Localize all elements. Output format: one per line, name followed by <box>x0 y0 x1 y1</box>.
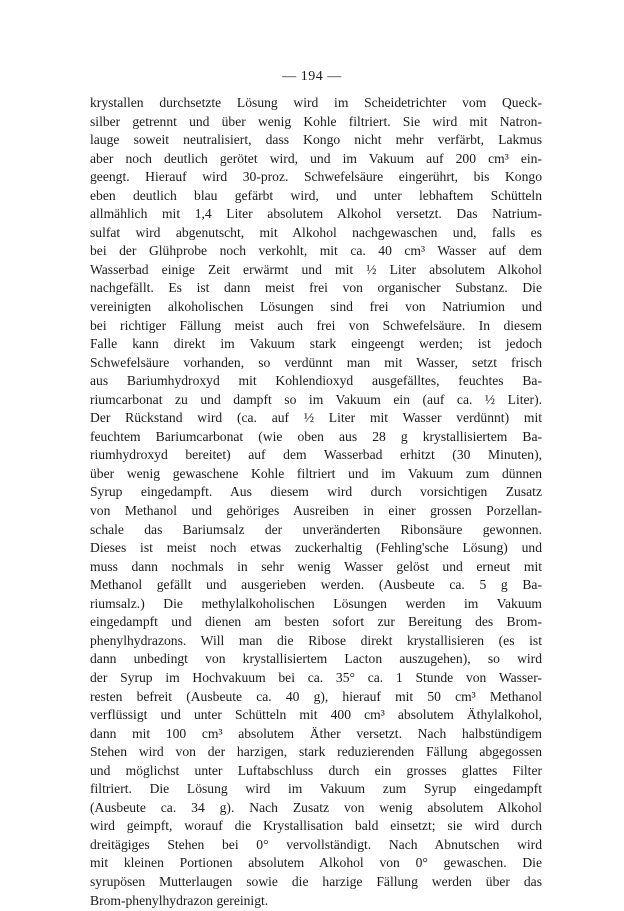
text-line: krystallen durchsetzte Lösung wird im Scheidetrichter vom Queck- <box>90 95 542 110</box>
text-line: verflüssigt und unter Schütteln mit 400 cm³ absolutem Äthylalkohol, <box>90 707 542 723</box>
text-line: geengt. Hierauf wird 30-proz. Schwefelsäure eingerührt, bis Kongo <box>90 169 542 185</box>
body-paragraph <box>90 94 542 910</box>
text-line: Methanol gefällt und ausgerieben werden. (Ausbeute ca. 5 g Ba- <box>90 577 542 593</box>
text-line: schale das Bariumsalz der unveränderten Ribonsäure gewonnen. <box>90 521 542 537</box>
text-line: eben deutlich blau gefärbt wird, und unter lebhaftem Schütteln <box>90 187 542 203</box>
text-line: wird geimpft, worauf die Krystallisation bald einsetzt; sie wird durch <box>90 818 542 834</box>
page-number: — 194 — <box>282 69 342 84</box>
text-line: nachgefällt. Es ist dann meist frei von organischer Substanz. Die <box>90 280 542 296</box>
text-line: (Ausbeute ca. 34 g). Nach Zusatz von wenig absolutem Alkohol <box>90 799 542 815</box>
text-line: dann unbedingt von krystallisiertem Lacton auszugehen), so wird <box>90 651 542 667</box>
text-line: aber noch deutlich gerötet wird, und im Vakuum auf 200 cm³ ein- <box>90 150 542 166</box>
text-line: mit kleinen Portionen absolutem Alkohol von 0° gewaschen. Die <box>90 855 542 871</box>
text-line: filtriert. Die Lösung wird im Vakuum zum Syrup eingedampft <box>90 781 542 797</box>
text-line: lauge soweit neutralisiert, dass Kongo nicht mehr verfärbt, Lakmus <box>90 132 542 148</box>
text-line: der Syrup im Hochvakuum bei ca. 35° ca. 1 Stunde von Wasser- <box>90 669 542 685</box>
text-line: sulfat wird abgenutscht, mit Alkohol nachgewaschen und, falls es <box>90 224 542 240</box>
text-line: riumhydroxyd bereitet) auf dem Wasserbad erhitzt (30 Minuten), <box>90 447 542 463</box>
text-line: von Methanol und gehöriges Ausreiben in einer grossen Porzellan- <box>90 503 542 519</box>
text-line: Brom-phenylhydrazon gereinigt. <box>90 892 269 908</box>
text-line: phenylhydrazons. Will man die Ribose direkt krystallisieren (es ist <box>90 632 542 648</box>
text-line: muss dann nochmals in sehr wenig Wasser gelöst und erneut mit <box>90 558 542 574</box>
text-line: syrupösen Mutterlaugen sowie die harzige Fällung werden über das <box>90 873 542 889</box>
text-line: feuchtem Bariumcarbonat (wie oben aus 28 g krystallisiertem Ba- <box>90 428 542 444</box>
text-line: Stehen wird von der harzigen, stark reduzierenden Fällung abgegossen <box>90 744 542 760</box>
text-line: riumsalz.) Die methylalkoholischen Lösungen werden im Vakuum <box>90 595 542 611</box>
text-line: bei richtiger Fällung meist auch frei von Schwefelsäure. In diesem <box>90 317 542 333</box>
text-line: Schwefelsäure vorhanden, so verdünnt man mit Wasser, setzt frisch <box>90 354 542 370</box>
text-line: und möglichst unter Luftabschluss durch ein grosses glattes Filter <box>90 762 542 778</box>
text-line: riumcarbonat zu und dampft so im Vakuum ein (auf ca. ½ Liter). <box>90 391 542 407</box>
text-line: Falle kann direkt im Vakuum stark eingeengt werden; ist jedoch <box>90 336 542 352</box>
text-line: vereinigten alkoholischen Lösungen sind frei von Natriumion und <box>90 299 542 315</box>
text-line: dann mit 100 cm³ absolutem Äther versetzt. Nach halbstündigem <box>90 725 542 741</box>
text-line: bei der Glühprobe noch verkohlt, mit ca. 40 cm³ Wasser auf dem <box>90 243 542 259</box>
text-line: dreitägiges Stehen bei 0° vervollständigt. Nach Abnutschen wird <box>90 836 542 852</box>
text-line: über wenig gewaschene Kohle filtriert und im Vakuum zum dünnen <box>90 465 542 481</box>
text-line: Dieses ist meist noch etwas zuckerhaltig (Fehling'sche Lösung) und <box>90 540 542 556</box>
text-line: Syrup eingedampft. Aus diesem wird durch vorsichtigen Zusatz <box>90 484 542 500</box>
text-line: silber getrennt und über wenig Kohle filtriert. Sie wird mit Natron- <box>90 113 542 129</box>
text-line: allmählich mit 1,4 Liter absolutem Alkohol versetzt. Das Natrium- <box>90 206 542 222</box>
text-line: resten befreit (Ausbeute ca. 40 g), hierauf mit 50 cm³ Methanol <box>90 688 542 704</box>
text-line: Der Rückstand wird (ca. auf ½ Liter mit Wasser verdünnt) mit <box>90 410 542 426</box>
text-line: eingedampft und dienen am besten sofort zur Bereitung des Brom- <box>90 614 542 630</box>
text-line: aus Bariumhydroxyd mit Kohlendioxyd ausgefälltes, feuchtes Ba- <box>90 373 542 389</box>
text-line: Wasserbad einige Zeit erwärmt und mit ½ Liter absolutem Alkohol <box>90 261 542 277</box>
